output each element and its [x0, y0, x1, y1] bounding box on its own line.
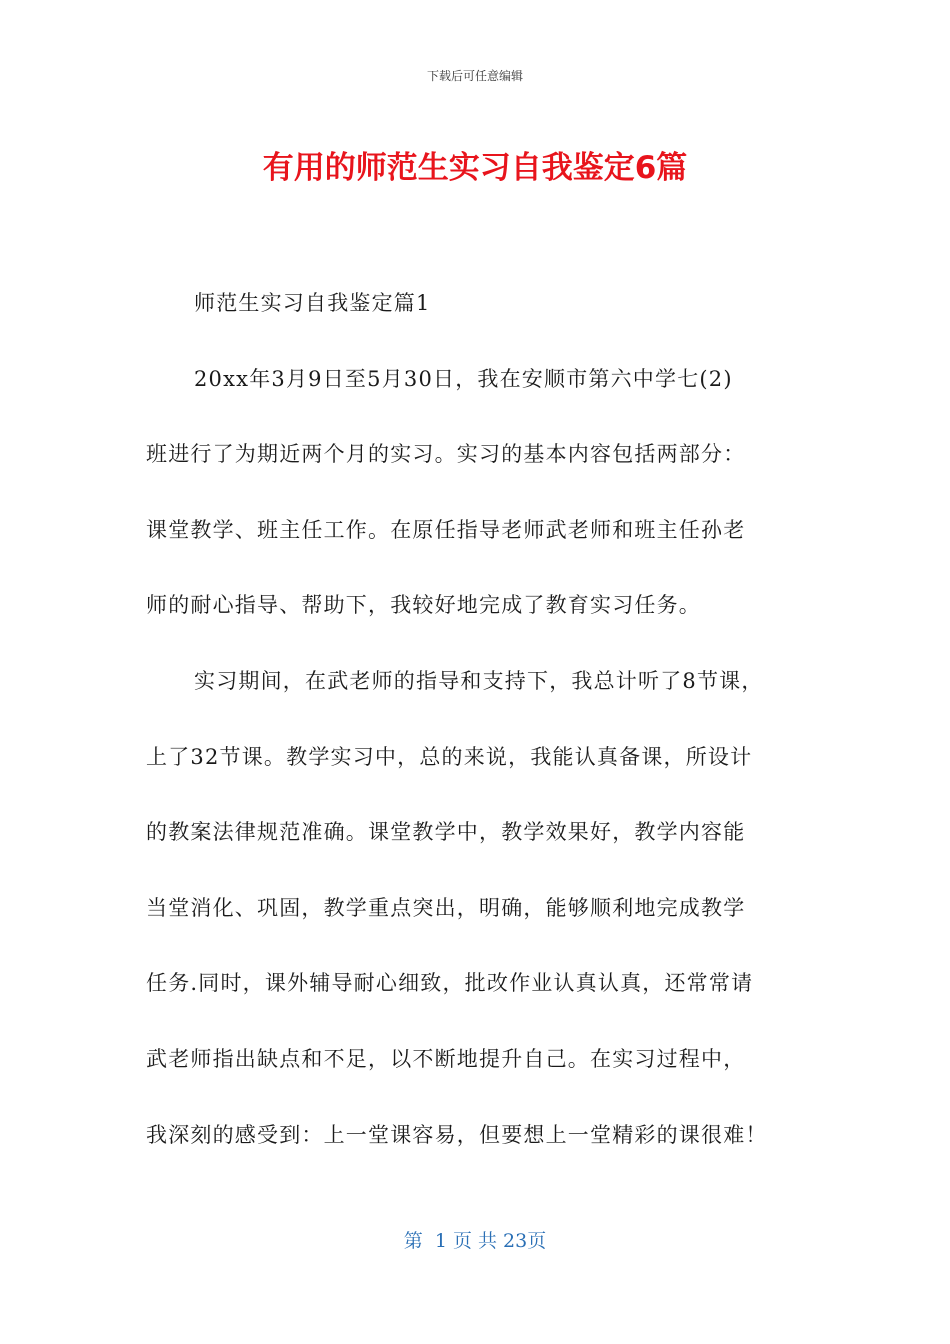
section-heading: 师范生实习自我鉴定篇1 — [194, 291, 431, 315]
paragraph-line: 武老师指出缺点和不足，以不断地提升自己。在实习过程中， — [146, 1046, 746, 1071]
paragraph-line: 师的耐心指导、帮助下，我较好地完成了教育实习任务。 — [146, 593, 701, 618]
page-number-footer: 第 1 页 共 23页 — [403, 1230, 547, 1252]
paragraph-line: 的教案法律规范准确。课堂教学中，教学效果好，教学内容能 — [146, 820, 746, 845]
paragraph-line: 任务.同时，课外辅导耐心细致，批改作业认真认真，还常常请 — [146, 971, 754, 996]
paragraph-line: 班进行了为期近两个月的实习。实习的基本内容包括两部分： — [146, 442, 746, 467]
document-body — [146, 266, 814, 1173]
paragraph-line: 课堂教学、班主任工作。在原任指导老师武老师和班主任孙老 — [146, 517, 746, 542]
paragraph-line: 实习期间，在武老师的指导和支持下，我总计听了8节课， — [194, 668, 764, 693]
paragraph-line: 上了32节课。教学实习中，总的来说，我能认真备课，所设计 — [146, 744, 753, 769]
document-title: 有用的师范生实习自我鉴定6篇 — [262, 150, 688, 186]
paragraph-line: 20xx年3月9日至5月30日，我在安顺市第六中学七(2) — [194, 366, 733, 391]
header-note: 下载后可任意编辑 — [426, 69, 523, 83]
paragraph-line: 当堂消化、巩固，教学重点突出，明确，能够顺利地完成教学 — [146, 895, 746, 920]
paragraph-line: 我深刻的感受到：上一堂课容易，但要想上一堂精彩的课很难！ — [146, 1122, 768, 1147]
